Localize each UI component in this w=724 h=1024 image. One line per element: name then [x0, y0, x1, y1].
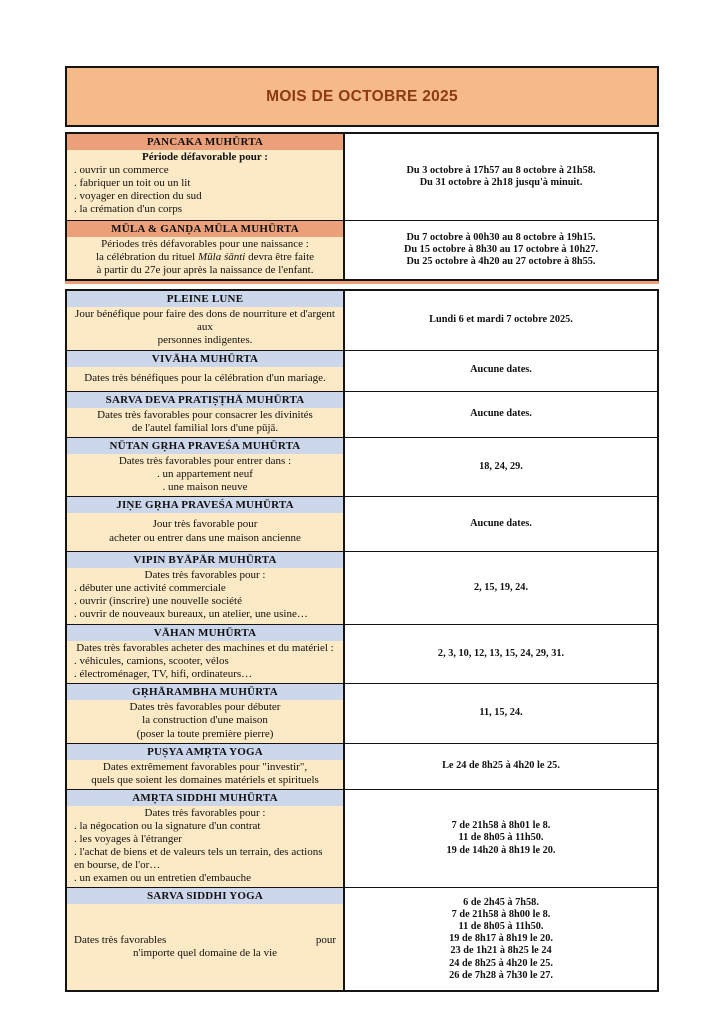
- muhurta-table-favorable: [65, 289, 659, 992]
- dates-cell: [345, 291, 657, 349]
- date-line: 11 de 8h05 à 11h50.: [458, 921, 544, 933]
- section-header-band: PANCAKA MUHŪRTA: [67, 134, 343, 150]
- section-body: [67, 454, 343, 496]
- section-header-band: PUṢYA AMṚTA YOGA: [67, 744, 343, 760]
- body-line: Dates très favorables pour débuter: [129, 701, 281, 714]
- date-line: Du 15 octobre à 8h30 au 17 octobre à 10h27.: [403, 244, 599, 256]
- date-line: Aucune dates.: [470, 517, 532, 529]
- section-body: [67, 307, 343, 349]
- date-line: 7 de 21h58 à 8h00 le 8.: [451, 908, 551, 920]
- date-line: Du 7 octobre à 00h30 au 8 octobre à 19h15.: [406, 231, 596, 243]
- section-left-cell: [67, 684, 345, 742]
- section-body: [67, 408, 343, 437]
- section-body: [67, 806, 343, 888]
- body-line: Dates très favorables pour: [74, 933, 336, 946]
- body-line: la célébration du rituel Mūla śānti devra être faite: [95, 251, 315, 264]
- dates-cell: [345, 552, 657, 624]
- section-header-band: MŪLA & GANḌA MŪLA MUHŪRTA: [67, 221, 343, 237]
- section-left-cell: [67, 291, 345, 349]
- section-left-cell: [67, 221, 345, 279]
- body-line: . ouvrir un commerce: [74, 164, 169, 177]
- section-row-amrta-siddhi-muhurta: [67, 789, 657, 888]
- section-header-band: AMṚTA SIDDHI MUHŪRTA: [67, 790, 343, 806]
- section-row-jine-grha-pravesa-muhurta: [67, 496, 657, 551]
- section-body: [67, 150, 343, 220]
- dates-cell: [345, 134, 657, 220]
- body-line: . ouvrir de nouveaux bureaux, un atelier, une usine…: [74, 608, 308, 621]
- dates-cell: [345, 684, 657, 742]
- body-line: à partir du 27e jour après la naissance de l'enfant.: [96, 264, 314, 277]
- body-line: . l'achat de biens et de valeurs tels un terrain, des actions: [74, 846, 323, 859]
- body-line: (poser la toute première pierre): [136, 727, 274, 740]
- date-line: Aucune dates.: [470, 408, 532, 420]
- dates-cell: [345, 497, 657, 551]
- date-line: 26 de 7h28 à 7h30 le 27.: [449, 969, 553, 981]
- dates-cell: [345, 744, 657, 789]
- dates-cell: [345, 221, 657, 279]
- body-line: . la négocation ou la signature d'un contrat: [74, 819, 261, 832]
- section-row-sarva-siddhi-yoga: [67, 887, 657, 990]
- body-line: en bourse, de l'or…: [74, 859, 161, 872]
- body-line: . les voyages à l'étranger: [74, 832, 182, 845]
- section-header-band: VIPIN BYĀPĀR MUHŪRTA: [67, 552, 343, 568]
- dates-cell: [345, 625, 657, 683]
- section-left-cell: [67, 888, 345, 990]
- section-left-cell: [67, 392, 345, 437]
- date-line: Du 3 octobre à 17h57 au 8 octobre à 21h58.: [406, 164, 596, 176]
- date-line: 11, 15, 24.: [479, 707, 523, 719]
- dates-cell: [345, 392, 657, 437]
- section-left-cell: [67, 625, 345, 683]
- section-body: [67, 904, 343, 990]
- body-line: . un examen ou un entretien d'embauche: [74, 872, 251, 885]
- section-row-grharambha-muhurta: [67, 683, 657, 742]
- date-line: 6 de 2h45 à 7h58.: [463, 896, 539, 908]
- section-body: [67, 513, 343, 551]
- body-line: Dates très favorables pour :: [144, 806, 266, 819]
- page-title: MOIS DE OCTOBRE 2025: [266, 87, 458, 105]
- date-line: Le 24 de 8h25 à 4h20 le 25.: [442, 760, 560, 772]
- body-line: la construction d'une maison: [142, 714, 268, 727]
- section-row-vivaha-muhurta: [67, 350, 657, 391]
- section-header-band: JIṆE GṚHA PRAVEŚA MUHŪRTA: [67, 497, 343, 513]
- body-line: . ouvrir (inscrire) une nouvelle société: [74, 595, 242, 608]
- section-left-cell: [67, 438, 345, 496]
- section-body: [67, 760, 343, 789]
- body-line: Dates très favorables pour entrer dans :: [118, 454, 292, 467]
- date-line: Du 31 octobre à 2h18 jusqu'à minuit.: [419, 177, 583, 188]
- body-line: . fabriquer un toit ou un lit: [74, 177, 191, 190]
- body-line: de l'autel familial lors d'une pūjā.: [131, 421, 279, 434]
- body-line: personnes indigentes.: [157, 334, 253, 347]
- body-line: Périodes très défavorables pour une naissance :: [101, 238, 309, 250]
- section-body: [67, 367, 343, 391]
- title-box: [65, 66, 659, 127]
- section-header-band: NŪTAN GṚHA PRAVEŚA MUHŪRTA: [67, 438, 343, 454]
- section-row-mula-ganda-mula-muhurta: [67, 220, 657, 279]
- date-line: 18, 24, 29.: [479, 460, 523, 472]
- body-line: . la crémation d'un corps: [74, 203, 182, 216]
- body-line: . voyager en direction du sud: [74, 190, 202, 203]
- date-line: 11 de 8h05 à 11h50.: [458, 832, 544, 844]
- section-row-pusya-amrta-yoga: [67, 743, 657, 789]
- date-line: Du 25 octobre à 4h20 au 27 octobre à 8h55.: [406, 256, 596, 268]
- body-line: . électroménager, TV, hifi, ordinateurs…: [74, 668, 253, 681]
- section-row-pancaka-muhurta: [67, 134, 657, 220]
- body-line: . véhicules, camions, scooter, vélos: [74, 655, 229, 668]
- dates-cell: [345, 790, 657, 888]
- date-line: 7 de 21h58 à 8h01 le 8.: [451, 820, 551, 832]
- date-line: Aucune dates.: [470, 364, 532, 376]
- date-line: 2, 15, 19, 24.: [473, 581, 529, 593]
- section-left-cell: [67, 134, 345, 220]
- section-body: [67, 641, 343, 683]
- section-left-cell: [67, 790, 345, 888]
- section-header-band: SARVA DEVA PRATIṢṬHĀ MUHŪRTA: [67, 392, 343, 408]
- section-left-cell: [67, 552, 345, 624]
- body-line: quels que soient les domaines matériels et spirituels: [91, 773, 319, 786]
- body-line: Jour bénéfique pour faire des dons de nourriture et d'argent aux: [75, 308, 335, 334]
- section-left-cell: [67, 351, 345, 391]
- dates-cell: [345, 438, 657, 496]
- section-body: [67, 237, 343, 279]
- section-row-pleine-lune: [67, 291, 657, 349]
- body-line: Dates très favorables pour consacrer les divinités: [97, 408, 313, 421]
- body-line: . débuter une activité commerciale: [74, 582, 226, 595]
- body-line: Période défavorable pour :: [142, 151, 268, 163]
- body-line: Dates très favorables pour :: [144, 569, 266, 582]
- section-header-band: SARVA SIDDHI YOGA: [67, 888, 343, 904]
- body-line: Dates très favorables acheter des machines et du matériel :: [76, 642, 334, 655]
- dates-cell: [345, 888, 657, 990]
- section-header-band: PLEINE LUNE: [67, 291, 343, 307]
- date-line: 24 de 8h25 à 4h20 le 25.: [449, 957, 553, 969]
- date-line: 2, 3, 10, 12, 13, 15, 24, 29, 31.: [437, 648, 565, 660]
- section-header-band: VĀHAN MUHŪRTA: [67, 625, 343, 641]
- date-line: 19 de 14h20 à 8h19 le 20.: [446, 844, 556, 856]
- body-line: n'importe quel domaine de la vie: [132, 946, 278, 959]
- body-line: Dates extrêmement favorables pour "investir",: [102, 760, 308, 773]
- body-line: Dates très bénéfiques pour la célébration d'un mariage.: [84, 371, 326, 384]
- body-line: acheter ou entrer dans une maison ancienne: [109, 531, 301, 544]
- section-row-nutan-grha-pravesa-muhurta: [67, 437, 657, 496]
- body-line: Jour très favorable pour: [152, 518, 258, 531]
- date-line: 19 de 8h17 à 8h19 le 20.: [449, 933, 553, 945]
- section-row-sarva-deva-pratistha-muhurta: [67, 391, 657, 437]
- document-content: [65, 66, 659, 992]
- body-line: . un appartement neuf: [157, 467, 253, 480]
- section-row-vahan-muhurta: [67, 624, 657, 683]
- muhurta-table-defavorable: [65, 132, 659, 281]
- section-row-vipin-byapar-muhurta: [67, 551, 657, 624]
- date-line: 23 de 1h21 à 8h25 le 24: [450, 945, 552, 957]
- section-body: [67, 700, 343, 742]
- date-line: Lundi 6 et mardi 7 octobre 2025.: [429, 314, 573, 326]
- section-header-band: VIVĀHA MUHŪRTA: [67, 351, 343, 367]
- dates-cell: [345, 351, 657, 391]
- section-header-band: GṚHĀRAMBHA MUHŪRTA: [67, 684, 343, 700]
- body-line: . une maison neuve: [162, 480, 248, 493]
- section-body: [67, 568, 343, 624]
- section-left-cell: [67, 744, 345, 789]
- section-left-cell: [67, 497, 345, 551]
